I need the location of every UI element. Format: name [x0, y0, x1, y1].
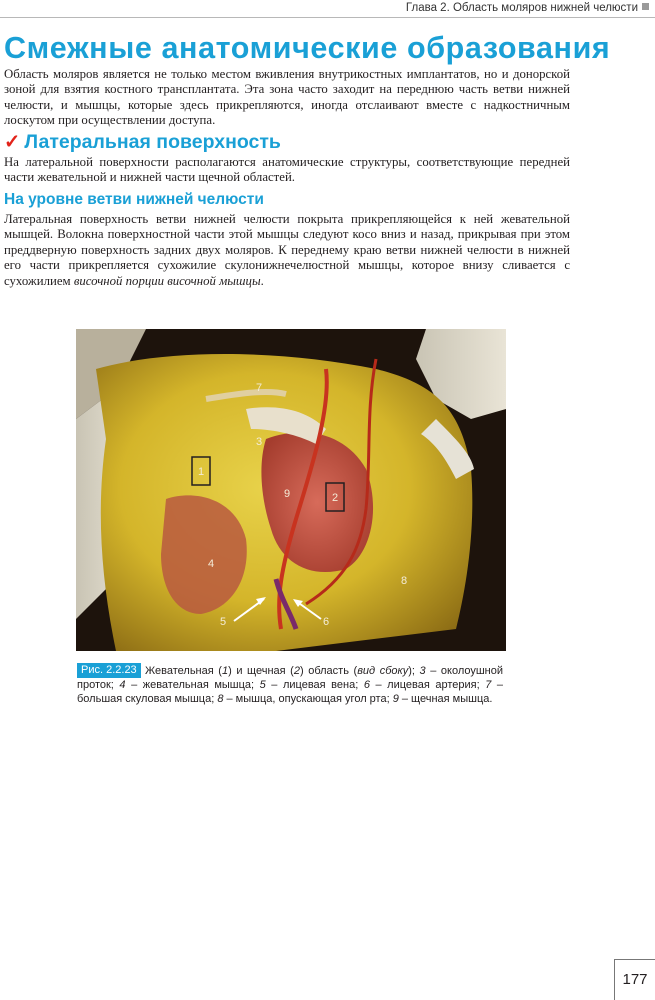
running-head-square-icon: [642, 3, 649, 10]
caption-text: );: [408, 665, 420, 677]
caption-num: 1: [221, 665, 229, 677]
caption-num: 2: [293, 665, 300, 677]
figure-label-2: 2: [332, 492, 339, 504]
caption-text: – жевательная мышца;: [125, 679, 260, 692]
caption-text: ) и щечная (: [228, 665, 294, 677]
section-heading-text: Латеральная поверхность: [24, 131, 281, 153]
figure-label-8: 8: [401, 575, 408, 587]
figure-label-1: 1: [198, 466, 205, 478]
caption-num: 7: [485, 679, 492, 692]
figure-label-4: 4: [208, 558, 215, 570]
caption-num: 9: [392, 693, 399, 706]
caption-num: 3: [419, 665, 426, 677]
subsection-heading: На уровне ветви нижней челюсти: [4, 191, 264, 208]
dissection-photo: [76, 329, 506, 651]
section-paragraph: На латеральной поверхности располагаются анатомические структуры, соответствующие передней части жевательной и нижней части щечной областей.: [4, 155, 570, 185]
figure-number-badge: Рис. 2.2.23: [77, 663, 141, 678]
caption-num: 4: [119, 679, 126, 692]
figure-label-9: 9: [284, 488, 291, 500]
figure-label-3: 3: [256, 436, 263, 448]
running-head: [0, 0, 655, 18]
page-number: 177: [614, 959, 655, 1000]
caption-text: – лицевая артерия;: [369, 679, 486, 692]
caption-text: – щечная мышца.: [398, 693, 493, 706]
running-head-text: Глава 2. Область моляров нижней челюсти: [405, 2, 638, 14]
subsection-text-end: .: [260, 273, 264, 288]
checkmark-icon: ✓: [4, 131, 21, 153]
figure-label-5: 5: [220, 616, 227, 628]
subsection-paragraph: [4, 212, 570, 289]
intro-paragraph: Область моляров является не только местом вживления внутрикостных имплантатов, но и донорской зоной для взятия костного трансплантата. Эта зона часто заходит на переднюю часть ветви нижней челюсти, и мышцы, которые здесь прикрепляются, иногда отслаивают вместе с надкостничным лоскутом при осуществлении доступа.: [4, 67, 570, 128]
figure-label-7: 7: [256, 382, 263, 394]
subsection-text-emphasis: височной порции височной мышцы: [73, 273, 261, 288]
caption-text: – околоушной проток;: [77, 665, 504, 692]
caption-view: вид сбоку: [357, 665, 409, 677]
figure-label-6: 6: [323, 616, 330, 628]
caption-text: Жевательная (: [145, 665, 222, 677]
caption-num: 5: [259, 679, 266, 692]
section-heading: [4, 130, 281, 154]
caption-text: ) область (: [299, 665, 358, 677]
page-title: Смежные анатомические образования: [4, 31, 611, 65]
subsection-text: Латеральная поверхность ветви нижней челюсти покрыта прикрепляющейся к ней жевательной мышцей. Волокна поверхностной части этой мышцы следуют косо вниз и назад, прикрывая при этом преддверную поверхность задних двух моляров. К переднему краю ветви нижней челюсти в нижней его части прикрепляется сухожилие скулонижнечелюстной мышцы, которое внизу сливается с сухожилием: [4, 212, 570, 288]
caption-text: – большая скуловая мышца;: [77, 679, 503, 706]
figure-caption: [77, 664, 503, 707]
caption-num: 8: [217, 693, 224, 706]
caption-text: – лицевая вена;: [265, 679, 364, 692]
caption-text: – мышца, опускающая угол рта;: [223, 693, 393, 706]
caption-num: 6: [363, 679, 370, 692]
